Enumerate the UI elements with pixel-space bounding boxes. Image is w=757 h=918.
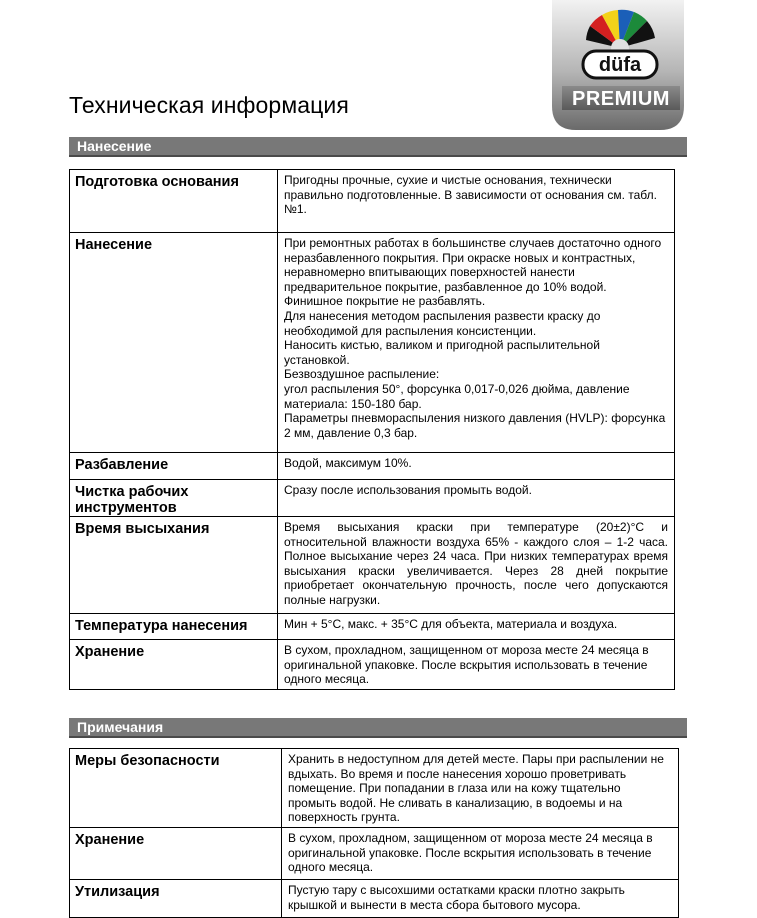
application-row (70, 640, 675, 690)
row-label: Подготовка основания (70, 170, 278, 233)
row-label: Нанесение (70, 233, 278, 453)
section-divider (69, 736, 687, 738)
row-value (278, 170, 675, 233)
notes-row (70, 879, 679, 917)
page-title: Техническая информация (69, 92, 349, 118)
row-value (282, 879, 679, 917)
value-paragraph: Пригодны прочные, сухие и чистые основания, технически правильно подготовленные. В зависимости от основания см. табл.№1. (284, 173, 657, 217)
value-paragraph: Безвоздушное распыление: (284, 367, 440, 382)
value-paragraph: Водой, максимум 10%. (284, 456, 412, 470)
value-paragraph: В сухом, прохладном, защищенном от мороза месте 24 месяца в оригинальной упаковке. После вскрытия использовать в течение одного месяца. (288, 830, 653, 875)
logo-brand-text: düfa (598, 54, 642, 76)
row-value (282, 749, 679, 828)
row-value (278, 233, 675, 453)
application-row (70, 233, 675, 453)
row-value (278, 453, 675, 480)
row-value (278, 640, 675, 690)
value-paragraph: В сухом, прохладном, защищенном от мороза месте 24 месяца в оригинальной упаковке. После вскрытия использовать в течение одного месяца. (284, 643, 649, 687)
section-heading-notes: Примечания (69, 718, 687, 736)
application-row (70, 170, 675, 233)
value-paragraph: Наносить кистью, валиком и пригодной распылительной установкой. (284, 338, 600, 367)
row-label: Чистка рабочих инструментов (70, 480, 278, 517)
row-label: Хранение (70, 827, 282, 879)
application-row (70, 480, 675, 517)
application-row (70, 614, 675, 640)
application-row (70, 453, 675, 480)
row-label: Разбавление (70, 453, 278, 480)
row-label: Утилизация (70, 879, 282, 917)
row-label: Время высыхания (70, 517, 278, 614)
row-label: Меры безопасности (70, 749, 282, 828)
value-paragraph: Хранить в недоступном для детей месте. Пары при распылении не вдыхать. Во время и после нанесения хорошо проветривать помещение. При попадании в глаза или на кожу тщательно промыть водой. Не сливать в канализацию, в водоемы и на поверхность грунта. (288, 752, 664, 825)
value-paragraph: При ремонтных работах в большинстве случаев достаточно одного неразбавленного покрытия. При окраске новых и контрастных, неравномерно впитывающих поверхностей нанести предварительное покрытие, разбавленное до 10% водой. Финишное покрытие не разбавлять. (284, 236, 662, 309)
section-heading-application: Нанесение (69, 137, 687, 155)
notes-row (70, 827, 679, 879)
dufa-premium-logo (548, 0, 688, 132)
value-paragraph: угол распыления 50°, форсунка 0,017-0,026 дюйма, давление материала: 150-180 бар. (284, 381, 630, 411)
row-value (278, 517, 675, 614)
value-paragraph: Пустую тару с высохшими остатками краски плотно закрыть крышкой и вынести в места сбора бытового мусора. (288, 882, 625, 912)
notes-table (69, 748, 679, 918)
row-value (278, 480, 675, 517)
row-label: Хранение (70, 640, 278, 690)
value-paragraph: Время высыхания краски при температуре (20±2)°С и относительной влажности воздуха 65% - каждого слоя – 1-2 часа. Полное высыхание через 24 часа. При низких температурах время высыхания краски увеличивается. Через 28 дней покрытие приобретает окончательную прочность, после чего допускаются полные нагрузки. (284, 520, 668, 607)
value-paragraph: Сразу после использования промыть водой. (284, 483, 532, 497)
value-paragraph: Мин + 5°С, макс. + 35°С для объекта, материала и воздуха. (284, 617, 618, 631)
value-paragraph: Для нанесения методом распыления развести краску до необходимой для распыления консистенции. (284, 308, 601, 338)
application-row (70, 517, 675, 614)
notes-row (70, 749, 679, 828)
row-label: Температура нанесения (70, 614, 278, 640)
row-value (278, 614, 675, 640)
section-divider (69, 155, 687, 157)
value-paragraph: Параметры пневмораспыления низкого давления (HVLP): форсунка 2 мм, давление 0,3 бар. (284, 411, 666, 440)
logo-premium-text: PREMIUM (572, 88, 670, 110)
row-value (282, 827, 679, 879)
application-table (69, 169, 675, 690)
